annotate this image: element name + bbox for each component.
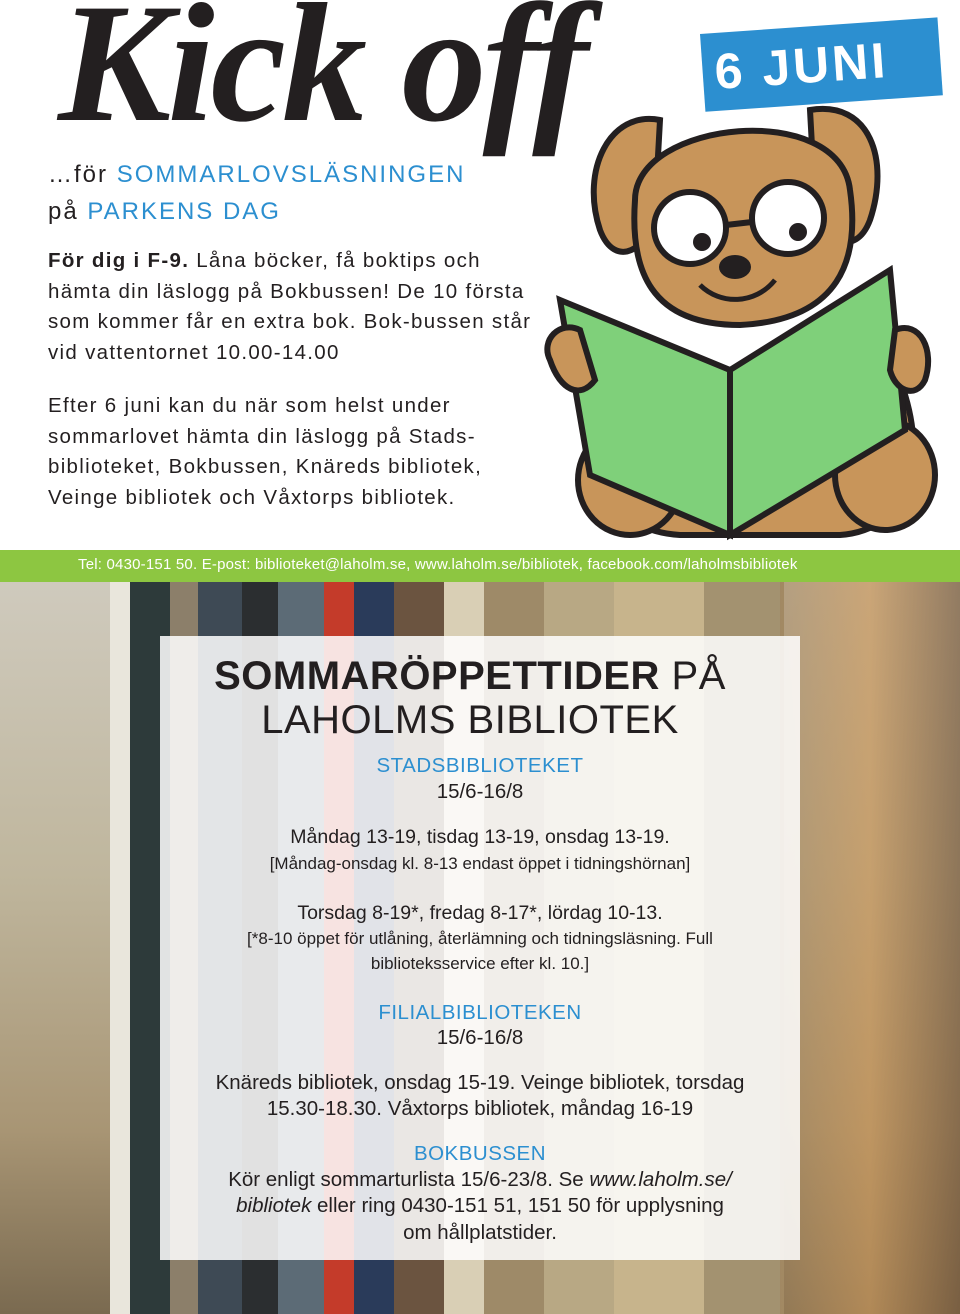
subtitle-prefix-2: på [48,198,88,225]
stads-line-5: biblioteksservice efter kl. 10.] [370,954,590,973]
reading-dog-illustration [540,80,960,550]
bokbussen-link-part-1[interactable]: www.laholm.se/ [589,1168,732,1191]
hours-heading-rest: PÅ [659,654,726,698]
hours-heading-line-2: LAHOLMS BIBLIOTEK [261,698,679,742]
subtitle-highlight-1: SOMMARLOVSLÄSNINGEN [116,161,466,188]
intro-bold-lead: För dig i F-9. [48,249,190,272]
bokbussen-line-1-text: Kör enligt sommarturlista 15/6-23/8. Se [228,1168,590,1191]
bokbussen-title: BOKBUSSEN [413,1142,547,1165]
stads-line-3: Torsdag 8-19*, fredag 8-17*, lördag 10-13. [297,902,663,924]
stads-line-1: Måndag 13-19, tisdag 13-19, onsdag 13-19. [290,826,670,848]
subtitle-line-1 [48,156,465,193]
filial-title: FILIALBIBLIOTEKEN [378,1001,582,1024]
intro-paragraph [48,246,548,368]
stads-line-2: [Måndag-onsdag kl. 8-13 endast öppet i tidningshörnan] [269,854,691,873]
dog-reading-book-icon [540,80,960,550]
bokbussen-line-1 [0,1168,960,1192]
poster-top [0,0,960,550]
bokbussen-line-3: om hållplatstider. [403,1221,557,1244]
hours-heading-bold: SOMMARÖPPETTIDER [214,654,660,698]
date-badge-text: 6 JUNI [712,32,890,100]
subtitle-line-2 [48,193,465,230]
contact-info: Tel: 0430-151 50. E-post: biblioteket@laholm.se, www.laholm.se/bibliotek, facebook.com/laholmsbibliotek [78,556,798,573]
intro-text: Låna böcker, få boktips och hämta din läslogg på Bokbussen! De 10 första som kommer får en extra bok. Bok-bussen står vid vattentornet 10.00-14.00 [48,249,532,364]
filial-line-2: 15.30-18.30. Våxtorps bibliotek, måndag 16-19 [266,1097,694,1120]
bokbussen-line-2 [0,1194,960,1218]
filial-period: 15/6-16/8 [436,1026,524,1049]
after-june-paragraph: Efter 6 juni kan du när som helst under sommarlovet hämta din läslogg på Stads-biblioteket, Bokbussen, Knäreds bibliotek, Veinge bibliotek och Våxtorps bibliotek. [48,394,483,509]
poster-title: Kick off [58,0,585,157]
bokbussen-link-part-2[interactable]: bibliotek [236,1194,312,1217]
date-badge [700,17,943,111]
hours-heading-line-1 [0,654,950,698]
stads-title: STADSBIBLIOTEKET [376,754,584,777]
filial-line-1: Knäreds bibliotek, onsdag 15-19. Veinge bibliotek, torsdag [215,1071,745,1094]
subtitle-highlight-2: PARKENS DAG [87,198,281,225]
stads-period: 15/6-16/8 [436,780,524,803]
bokbussen-line-2-text: eller ring 0430-151 51, 151 50 för upplysning [311,1194,724,1217]
subtitle [48,156,465,230]
stads-line-4: [*8-10 öppet för utlåning, återlämning och tidningsläsning. Full [247,929,713,948]
subtitle-prefix-1: …för [48,161,117,188]
